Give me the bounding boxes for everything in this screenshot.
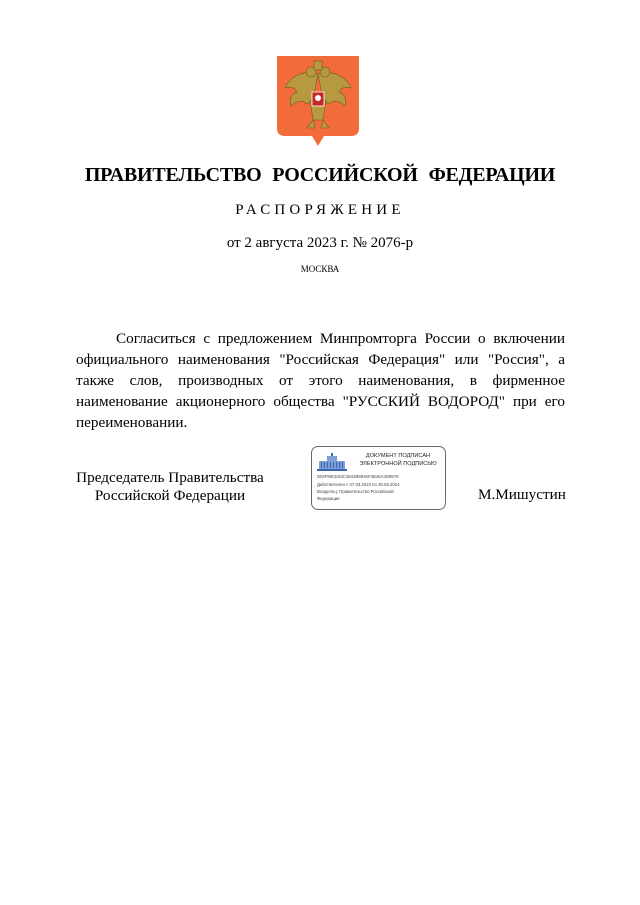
stamp-validity: Действителен с 07.03.2023 по 30.05.2024 — [317, 482, 400, 487]
stamp-heading-line1: ДОКУМЕНТ ПОДПИСАН — [365, 453, 431, 459]
order-paragraph: Согласиться с предложением Минпромторга России о включении официального наименования "Российская Федерация" или "Россия", а также слов, производных от этого наименования, в фирменное наименование акционерного общества "РУССКИЙ ВОДОРОД" при его переименовании. — [76, 330, 565, 431]
signer-name: М.Мишустин — [478, 486, 566, 503]
coat-of-arms-emblem — [277, 56, 359, 146]
document-city: МОСКВА — [300, 264, 340, 274]
signer-position — [70, 469, 270, 505]
signer-position-line2: Российской Федерации — [94, 487, 246, 504]
stamp-owner-line2: Федерации — [317, 496, 340, 501]
electronic-signature-stamp — [311, 446, 446, 510]
document-date-number: от 2 августа 2023 г. № 2076-р — [226, 235, 414, 251]
government-title: ПРАВИТЕЛЬСТВО РОССИЙСКОЙ ФЕДЕРАЦИИ — [84, 164, 556, 186]
signer-position-line1: Председатель Правительства — [76, 469, 264, 486]
government-building-icon — [317, 453, 347, 471]
stamp-heading — [352, 452, 444, 468]
stamp-certificate: 2E6F99CE53C4842B8636F3B46A3D867E — [317, 474, 399, 479]
stamp-heading-line2: ЭЛЕКТРОННОЙ ПОДПИСЬЮ — [359, 461, 437, 467]
stamp-owner-line1: Владелец: Правительство Российской — [317, 489, 394, 494]
document-type: РАСПОРЯЖЕНИЕ — [235, 202, 405, 218]
